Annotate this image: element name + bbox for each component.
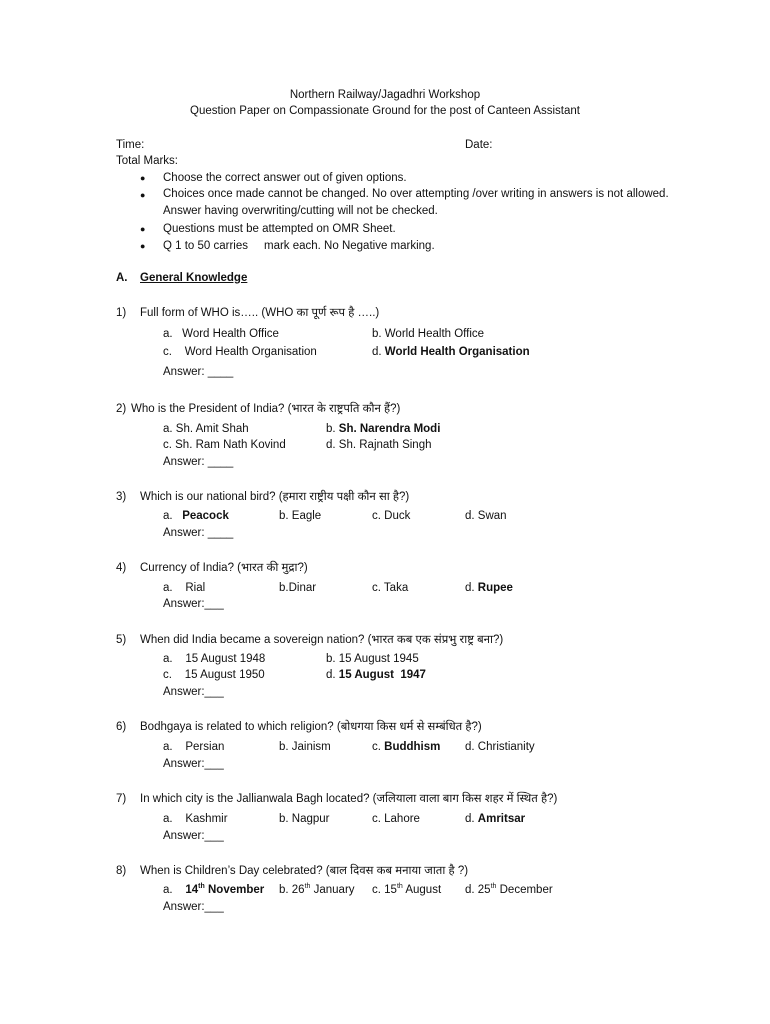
answer-blank: Answer: ____	[163, 366, 234, 378]
option-a: a. Rial	[163, 582, 206, 594]
option-a: a. 14th November	[163, 883, 265, 896]
question-number: 4)	[116, 562, 127, 574]
header-line-2: Question Paper on Compassionate Ground for the post of Canteen Assistant	[190, 105, 580, 117]
option-a: a. Sh. Amit Shah	[163, 423, 249, 435]
question-number: 1)	[116, 307, 127, 319]
answer-blank: Answer: ____	[163, 527, 234, 539]
question-number: 7)	[116, 793, 127, 805]
correct-answer: 14th November	[185, 883, 265, 896]
question-text: Which is our national bird? (हमारा राष्ट्रीय पक्षी कौन सा है?)	[140, 491, 410, 503]
option-a: a. Peacock	[163, 510, 229, 522]
bullet-icon: ●	[140, 190, 146, 200]
option-c: c. Lahore	[372, 813, 420, 825]
answer-blank: Answer:___	[163, 686, 224, 698]
correct-answer: Rupee	[477, 582, 513, 594]
question-text: Full form of WHO is….. (WHO का पूर्ण रूप है …..)	[140, 307, 380, 319]
bullet-icon: ●	[140, 173, 146, 183]
section-title: General Knowledge	[140, 272, 248, 284]
option-b: b. Nagpur	[279, 813, 330, 825]
question-text: Who is the President of India? (भारत के राष्ट्रपति कौन हैं?)	[131, 403, 401, 415]
question-text: When did India became a sovereign nation? (भारत कब एक संप्रभु राष्ट्र बना?)	[140, 634, 504, 646]
header-line-1: Northern Railway/Jagadhri Workshop	[289, 89, 481, 101]
answer-blank: Answer: ____	[163, 456, 234, 468]
question-text: Bodhgaya is related to which religion? (बोधगया किस धर्म से सम्बंधित है?)	[140, 721, 482, 733]
correct-answer: Peacock	[182, 510, 229, 522]
instruction-item: Choose the correct answer out of given options.	[163, 172, 407, 184]
option-c: c. Word Health Organisation	[163, 346, 317, 358]
option-c: c. 15th August	[372, 883, 442, 896]
option-d: d. Sh. Rajnath Singh	[326, 439, 432, 451]
answer-blank: Answer:___	[163, 758, 224, 770]
section-letter: A.	[116, 272, 128, 284]
option-d: d. Rupee	[465, 582, 513, 594]
date-label: Date:	[465, 139, 493, 151]
correct-answer: 15 August 1947	[338, 669, 426, 681]
instruction-item: Choices once made cannot be changed. No over attempting /over writing in answers is not allowed. Answer having overwriting/cutting will not be checked.	[163, 188, 669, 217]
question-number: 5)	[116, 634, 127, 646]
question-number: 8)	[116, 865, 127, 877]
option-a: a. Word Health Office	[163, 328, 279, 340]
question-text: Currency of India? (भारत की मुद्रा?)	[140, 562, 308, 574]
instruction-item: Questions must be attempted on OMR Sheet.	[163, 223, 396, 235]
correct-answer: Sh. Narendra Modi	[338, 423, 441, 435]
question-text: In which city is the Jallianwala Bagh located? (जलियाला वाला बाग किस शहर में स्थित है?)	[140, 793, 558, 805]
option-d: d. Swan	[465, 510, 507, 522]
option-a: a. Persian	[163, 741, 225, 753]
option-b: b. World Health Office	[372, 328, 485, 340]
total-marks-label: Total Marks:	[116, 155, 178, 167]
option-a: a. Kashmir	[163, 813, 228, 825]
time-label: Time:	[116, 139, 145, 151]
question-number: 6)	[116, 721, 127, 733]
option-c: c. Sh. Ram Nath Kovind	[163, 439, 286, 451]
option-d: d. World Health Organisation	[372, 346, 530, 358]
option-b: b.Dinar	[279, 582, 317, 594]
option-b: b. 26th January	[279, 883, 355, 896]
question-text: When is Children’s Day celebrated? (बाल दिवस कब मनाया जाता है ?)	[140, 865, 469, 877]
option-d: d. 15 August 1947	[326, 669, 426, 681]
correct-answer: Amritsar	[477, 813, 526, 825]
option-a: a. 15 August 1948	[163, 653, 266, 665]
option-d: d. Amritsar	[465, 813, 526, 825]
option-c: c. Taka	[372, 582, 409, 594]
option-b: b. 15 August 1945	[326, 653, 419, 665]
correct-answer: World Health Organisation	[384, 346, 530, 358]
option-d: d. 25th December	[465, 883, 553, 896]
bullet-icon: ●	[140, 224, 146, 234]
instruction-item: Q 1 to 50 carries mark each. No Negative marking.	[163, 240, 435, 252]
correct-answer: Buddhism	[384, 741, 441, 753]
answer-blank: Answer:___	[163, 901, 224, 913]
option-c: c. Duck	[372, 510, 411, 522]
option-b: b. Jainism	[279, 741, 331, 753]
option-d: d. Christianity	[465, 741, 535, 753]
answer-blank: Answer:___	[163, 598, 224, 610]
answer-blank: Answer:___	[163, 830, 224, 842]
bullet-icon: ●	[140, 241, 146, 251]
option-c: c. 15 August 1950	[163, 669, 265, 681]
question-number: 2)	[116, 403, 127, 415]
option-b: b. Sh. Narendra Modi	[326, 423, 441, 435]
question-number: 3)	[116, 491, 127, 503]
option-c: c. Buddhism	[372, 741, 441, 753]
option-b: b. Eagle	[279, 510, 322, 522]
